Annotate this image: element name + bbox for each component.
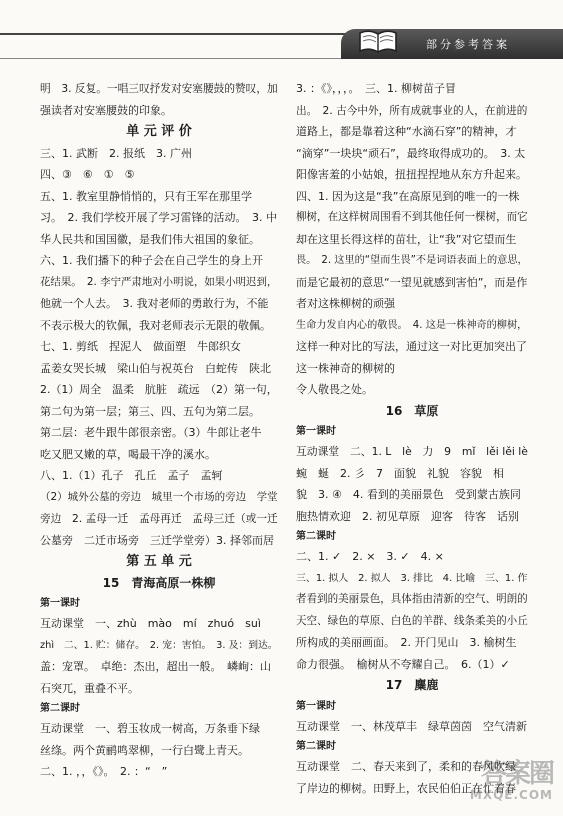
text-line: 胞热情欢迎 2. 初见草原 迎客 待客 话别 [296, 509, 519, 523]
period-label: 第二课时 [40, 703, 80, 714]
text-line: 所构成的美丽画面。 2. 开门见山 3. 榆树生 [296, 636, 517, 649]
text-line: 花结果。 2. 李宁严肃地对小明说，如果小明迟到， [40, 275, 278, 288]
text-line: 五、1. 教室里静悄悄的，只有王军在那里学 [40, 189, 252, 203]
period-label: 第二课时 [296, 741, 336, 752]
text-line: 不表示极大的钦佩，我对老师表示无限的敬佩。 [40, 318, 271, 332]
watermark [423, 760, 553, 810]
text-line: 二、1. ✓ 2. × 3. ✓ 4. × [296, 550, 444, 563]
text-line: 明 3. 反复。一唱三叹抒发对安塞腰鼓的赞叹，加 [40, 82, 278, 95]
text-line: 二、1. ，，《》。 2. ：“ ” [40, 765, 168, 778]
lesson-title: 17 麋鹿 [385, 678, 439, 692]
text-line: 盖：宠罩。 卓绝：杰出，超出一般。 嶙峋：山 [40, 660, 271, 673]
watermark-logo: 答案圈 [480, 759, 553, 789]
period-label: 第二课时 [296, 531, 336, 542]
text-line: 八、1.（1）孔子 孔丘 孟子 孟轲 [40, 469, 223, 482]
text-line: 四、1. 因为这是“我”在高原见到的唯一的一株 [296, 189, 520, 203]
text-line: 六、1. 我们播下的种子会在自己学生的身上开 [40, 254, 263, 267]
text-line: 吃又肥又嫩的草，喝最干净的溪水。 [40, 447, 216, 461]
left-column [40, 78, 278, 783]
text-line: 三、1. 拟人 2. 拟人 3. 排比 4. 比喻 三、1. 作 [296, 572, 528, 584]
text-line: 互动课堂 一、林茂草丰 绿草茵茵 空气清新 [296, 719, 527, 733]
text-line: 道路上，都是靠着这种“水滴石穿”的精神，才 [296, 125, 517, 138]
text-line: 者看到的美丽景色，具体指由清新的空气、明朗的 [296, 593, 528, 605]
text-line: 却在这里长得这样的苗壮，让“我”对它望而生 [296, 232, 517, 246]
text-line: 天空、绿色的草原、白色的羊群、线条柔美的小丘 [296, 614, 528, 627]
text-line: 四、③ ⑥ ① ⑤ [40, 168, 135, 181]
text-line: 互动课堂 一、碧玉妆成一树高，万条垂下绿 [40, 722, 260, 735]
text-line: 畏。 2. 这里的“望而生畏”不是词语表面上的意思， [296, 255, 528, 266]
text-line: 貌 3. ④ 4. 看到的美丽景色 受到蒙古族同 [296, 488, 521, 501]
text-line: 了岸边的柳树。田野上，农民伯伯正在忙着春 [296, 781, 516, 795]
text-line: 他就一个人去。 3. 我对老师的勇敢行为，不能 [40, 297, 269, 310]
period-label: 第一课时 [296, 426, 336, 437]
text-line: 2.（1）周全 温柔 肮脏 疏远 （2）第一句， [40, 383, 278, 396]
period-label: 第一课时 [296, 700, 336, 712]
right-column [296, 78, 528, 799]
text-line: 孟姜女哭长城 梁山伯与祝英台 白蛇传 陕北 [40, 361, 271, 375]
text-line: 第二层：老牛跟牛郎很亲密。（3）牛郎让老牛 [40, 426, 262, 439]
text-line: 令人敬畏之处。 [296, 383, 373, 396]
watermark-url: MXQE.COM [469, 788, 553, 802]
page-header-title: 部分参考答案 [426, 38, 510, 51]
text-line: 石突兀，重叠不平。 [40, 681, 139, 695]
text-line: 这样一种对比的写法，通过这一对比更加突出了这一株神奇的柳树的 [296, 340, 527, 375]
review-title: 单 元 评 价 [126, 124, 192, 139]
text-line: 而是它最初的意思“一望见就感到害怕”，而是作者对这株柳树的顽强 [296, 275, 528, 310]
text-line: 蜿 蜒 2. 彡 7 面貌 礼貌 容貌 相 [296, 466, 504, 480]
text-line: 柳树，在这样树周围看不到其他任何一棵树，而它 [296, 211, 528, 223]
text-line: 命力很强。 榆树从不夸耀自己。 6.（1）✓ [296, 657, 510, 671]
text-line: 丝绦。两个黄鹂鸣翠柳，一行白鹭上青天。 [40, 743, 249, 757]
text-line: 生命力发自内心的敬畏。 4. 这是一株神奇的柳树， [296, 319, 528, 331]
text-line: 习。 2. 我们学校开展了学习雷锋的活动。 3. 中 [40, 211, 277, 224]
text-line: 互动课堂 二、春天来到了，柔和的春风吹绿 [296, 760, 516, 773]
text-line: zhì 二、1. 贮：储存。 2. 宠：害怕。 3. 及：到达。 [40, 639, 278, 651]
open-book-icon [357, 27, 399, 55]
text-line: “滴穿”一块块“顽石”，最终取得成功的。 3. 太 [296, 146, 526, 160]
lesson-title: 16 草原 [385, 403, 439, 418]
lesson-title: 15 青海高原一株柳 [102, 575, 216, 590]
text-line: 互动课堂 二、1. L lè 力 9 mǐ lěi lěi lè [296, 445, 528, 458]
text-line: 出。 2. 古今中外，所有成就事业的人，在前进的 [296, 103, 528, 117]
unit-title: 第 五 单 元 [126, 554, 192, 569]
text-line: 七、1. 剪纸 捏泥人 做面塑 牛郎织女 [40, 340, 241, 353]
period-label: 第一课时 [40, 598, 80, 609]
text-line: 阳像害羞的小姑娘，扭扭捏捏地从东方升起来。 [296, 168, 527, 181]
text-line: 华人民共和国国徽，是我们伟大祖国的象征。 [40, 232, 260, 246]
text-line: （2）城外公墓的旁边 城里一个市场的旁边 学堂 [40, 490, 278, 503]
text-line: 三、1. 武断 2. 报纸 3. 广州 [40, 146, 192, 160]
text-line: 旁边 2. 孟母一迁 孟母再迁 孟母三迁（或一迁 [40, 512, 278, 525]
text-line: 第二句为第一层；第三、四、五句为第二层。 [40, 404, 260, 418]
text-line: 公墓旁 二迁市场旁 三迁学堂旁）3. 择邻而居 [40, 533, 274, 547]
text-line: 3. ：《》，，，。 三、1. 柳树苗子冒 [296, 82, 456, 95]
text-line: 互动课堂 一、zhù mào mí zhuó suì [40, 617, 261, 630]
text-line: 强读者对安塞腰鼓的印象。 [40, 103, 172, 117]
